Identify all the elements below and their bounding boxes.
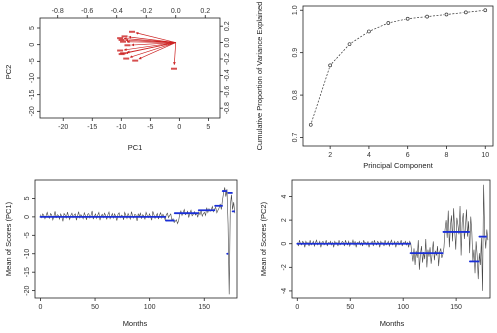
variance-line-segment: [352, 33, 367, 43]
pc1-y-axis-label: Mean of Scores (PC1): [4, 201, 13, 277]
biplot-y-tick-label: -10: [29, 72, 36, 84]
variance-point: [464, 11, 467, 14]
pc2-x-tick-label: 150: [450, 304, 462, 311]
pc1-timeseries-panel: [4, 180, 237, 328]
pc2-y-tick-label: -4: [281, 287, 288, 295]
variance-y-tick-label: 0.8: [292, 90, 299, 100]
pc1-x-tick-label: 150: [198, 304, 211, 311]
biplot-right-tick-label: -0.2: [224, 52, 231, 66]
loading-label-mark: [117, 37, 123, 39]
pc1-x-axis-label: Months: [122, 319, 148, 328]
variance-point: [309, 123, 312, 126]
variance-y-tick-label: 1.0: [292, 5, 299, 16]
biplot-right-tick-label: -0.6: [224, 85, 231, 98]
pc2-series-line: [297, 185, 488, 291]
biplot-x-axis-label: PC1: [127, 143, 143, 152]
pc2-y-tick-label: 2: [281, 218, 288, 223]
pc2-y-tick-label: -2: [281, 264, 288, 271]
variance-y-axis-label: Cumulative Proportion of Variance Explained: [255, 1, 264, 151]
biplot-y-tick-label: -5: [29, 58, 36, 65]
biplot-right-tick-label: -0.4: [224, 69, 231, 82]
pc1-segment-point: [198, 209, 200, 211]
loading-label-mark: [129, 31, 135, 33]
pc2-segment-point: [469, 261, 471, 263]
variance-point: [329, 64, 332, 67]
variance-x-tick-label: 8: [444, 152, 449, 159]
loading-label-mark: [132, 60, 138, 62]
pc1-segment-point: [232, 210, 234, 212]
biplot-x-tick-label: 0: [177, 124, 182, 131]
pc2-segment-point: [410, 252, 412, 254]
pc1-y-tick-label: -15: [24, 267, 31, 278]
pc2-y-tick-label: 0: [281, 241, 288, 246]
pc1-segment-point: [165, 220, 167, 222]
biplot-top-tick-label: -0.2: [140, 8, 153, 15]
loading-arrow: [174, 43, 175, 65]
loading-label-mark: [171, 68, 177, 70]
pc1-y-tick-label: -10: [24, 248, 31, 259]
pc2-x-tick-label: 100: [397, 304, 410, 311]
pc2-y-axis-label: Mean of Scores (PC2): [259, 201, 268, 277]
pc2-timeseries-panel: [259, 180, 490, 328]
pc1-x-tick-label: 100: [143, 304, 156, 311]
loading-label-mark: [119, 39, 125, 41]
variance-x-tick-label: 4: [366, 152, 371, 159]
pc1-segment-point: [226, 253, 228, 255]
variance-point: [406, 17, 409, 20]
loading-label-mark: [123, 58, 129, 60]
variance-x-tick-label: 6: [405, 152, 410, 159]
variance-point: [426, 15, 429, 18]
biplot-right-tick-label: -0.8: [224, 102, 231, 115]
pc2-x-tick-label: 50: [346, 304, 355, 311]
biplot-y-tick-label: -15: [29, 89, 36, 100]
variance-point: [445, 13, 448, 16]
pc2-x-tick-label: 0: [295, 304, 300, 311]
loading-label-mark: [122, 35, 128, 37]
pc2-x-axis-label: Months: [379, 319, 405, 328]
pc1-y-tick-label: -5: [24, 232, 31, 239]
variance-line-segment: [449, 13, 464, 15]
variance-line-segment: [410, 17, 425, 19]
variance-y-tick-label: 0.9: [292, 47, 299, 58]
biplot-panel: [4, 8, 231, 152]
variance-point: [484, 9, 487, 12]
biplot-x-tick-label: 5: [206, 124, 211, 131]
pc1-segment-point: [227, 192, 229, 194]
variance-line-segment: [391, 19, 406, 22]
loading-label-mark: [124, 44, 130, 46]
biplot-y-tick-label: 5: [29, 26, 36, 30]
variance-plot-area: [303, 6, 493, 146]
pc2-segment-point: [443, 231, 445, 233]
biplot-right-tick-label: 0.2: [224, 21, 231, 32]
pc1-y-tick-label: 0: [24, 214, 31, 219]
pc1-y-tick-label: 5: [24, 196, 31, 201]
loading-label-mark: [120, 41, 126, 43]
variance-line-segment: [468, 11, 483, 13]
biplot-y-tick-label: 0: [29, 42, 36, 47]
variance-point: [348, 43, 351, 46]
pc1-segment-point: [222, 190, 224, 192]
variance-x-axis-label: Principal Component: [363, 161, 433, 170]
biplot-y-tick-label: -20: [29, 106, 36, 117]
pc2-segment-point: [479, 236, 481, 238]
biplot-y-axis-label: PC2: [4, 64, 13, 80]
pc1-segment-point: [214, 205, 216, 207]
biplot-top-tick-label: -0.4: [110, 8, 123, 15]
variance-line-segment: [371, 24, 386, 31]
pc1-segment-point: [40, 216, 42, 218]
variance-point: [387, 21, 390, 24]
biplot-x-tick-label: -10: [116, 124, 127, 131]
pc2-y-tick-label: 4: [281, 194, 288, 199]
pc2-segment-point: [296, 243, 298, 245]
pc1-segment-point: [174, 212, 176, 214]
variance-line-segment: [429, 15, 444, 17]
pc1-plot-area: [35, 180, 237, 298]
biplot-top-tick-label: 0.0: [170, 8, 181, 15]
variance-line-segment: [311, 68, 329, 123]
pc2-plot-area: [292, 180, 490, 298]
variance-x-tick-label: 2: [328, 152, 333, 159]
pc1-y-tick-label: -20: [24, 285, 31, 296]
pc1-x-tick-label: 0: [38, 304, 43, 311]
biplot-plot-area: [40, 18, 220, 118]
biplot-top-tick-label: -0.8: [51, 8, 64, 15]
biplot-right-tick-label: 0.0: [224, 37, 231, 48]
loading-label-mark: [117, 50, 123, 52]
variance-panel: [255, 2, 493, 170]
biplot-top-tick-label: -0.6: [81, 8, 94, 15]
biplot-top-tick-label: 0.2: [200, 8, 211, 15]
biplot-x-tick-label: -15: [87, 124, 98, 131]
variance-x-tick-label: 10: [481, 152, 490, 159]
pc1-series-line: [40, 187, 234, 294]
biplot-x-tick-label: -20: [58, 124, 69, 131]
variance-line-segment: [332, 46, 348, 64]
pc1-x-tick-label: 50: [91, 304, 99, 311]
loading-label-mark: [119, 53, 125, 55]
variance-point: [367, 30, 370, 33]
biplot-x-tick-label: -5: [147, 124, 154, 131]
variance-y-tick-label: 0.7: [292, 132, 299, 143]
